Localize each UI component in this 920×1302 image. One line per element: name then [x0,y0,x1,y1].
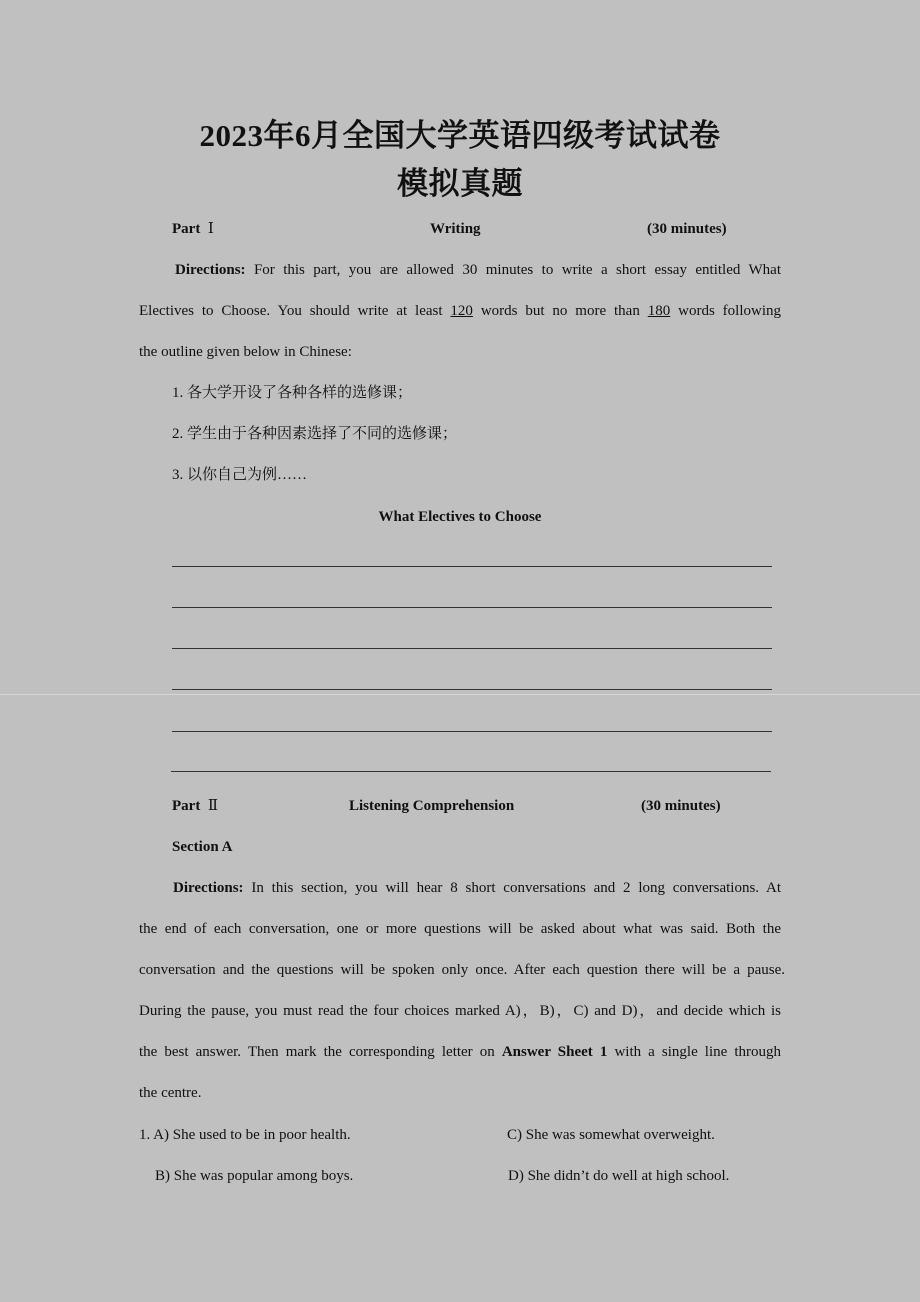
min-words: 120 [450,303,473,319]
part1-directions-line2: Electives to Choose. You should write at least 120 words but no more than 180 words following [139,303,782,319]
page-break-divider [0,694,920,695]
question1-option-c: C) She was somewhat overweight. [507,1127,715,1143]
outline-item: 3. 以你自己为例…… [172,467,308,483]
part2-directions-line4: During the pause, you must read the four choices marked A)，B)，C) and D)，and decide which is [139,1003,781,1019]
exam-title: 2023年6月全国大学英语四级考试试卷 [199,118,721,153]
part2-label: Part Ⅱ [172,798,219,814]
part1-directions-line1: Directions: For this part, you are allowed 30 minutes to write a short essay entitled What [175,262,781,278]
part2-directions-line1: Directions: In this section, you will hear 8 short conversations and 2 long conversations. At [173,880,782,896]
outline-item: 1. 各大学开设了各种各样的选修课； [172,385,413,401]
part1-name: Writing [430,221,481,237]
section-a-heading: Section A [172,839,233,855]
question1-option-a: 1. A) She used to be in poor health. [139,1127,351,1143]
outline-item: 2. 学生由于各种因素选择了不同的选修课； [172,426,458,442]
question1-option-d: D) She didn’t do well at high school. [508,1168,730,1184]
part2-directions-line5: the best answer. Then mark the corresponding letter on Answer Sheet 1 with a single line through [139,1044,782,1060]
part2-directions-line6: the centre. [139,1085,202,1101]
writing-line [172,607,772,608]
writing-line [172,566,772,567]
part2-directions-line2: the end of each conversation, one or more questions will be asked about what was said. Both the [139,921,781,937]
part2-time: (30 minutes) [641,798,721,814]
writing-line [172,648,772,649]
part2-directions-line3: conversation and the questions will be spoken only once. After each question there will be a pause. [139,962,785,978]
part1-label: Part Ⅰ [172,221,214,237]
writing-line [172,689,772,690]
writing-line [172,731,772,732]
question1-option-b: B) She was popular among boys. [155,1168,354,1184]
part2-name: Listening Comprehension [349,798,515,814]
exam-subtitle: 模拟真题 [397,166,523,201]
max-words: 180 [647,303,671,319]
part1-time: (30 minutes) [647,221,727,237]
essay-title: What Electives to Choose [378,509,542,525]
writing-line [171,771,771,772]
part1-directions-line3: the outline given below in Chinese: [139,344,352,360]
